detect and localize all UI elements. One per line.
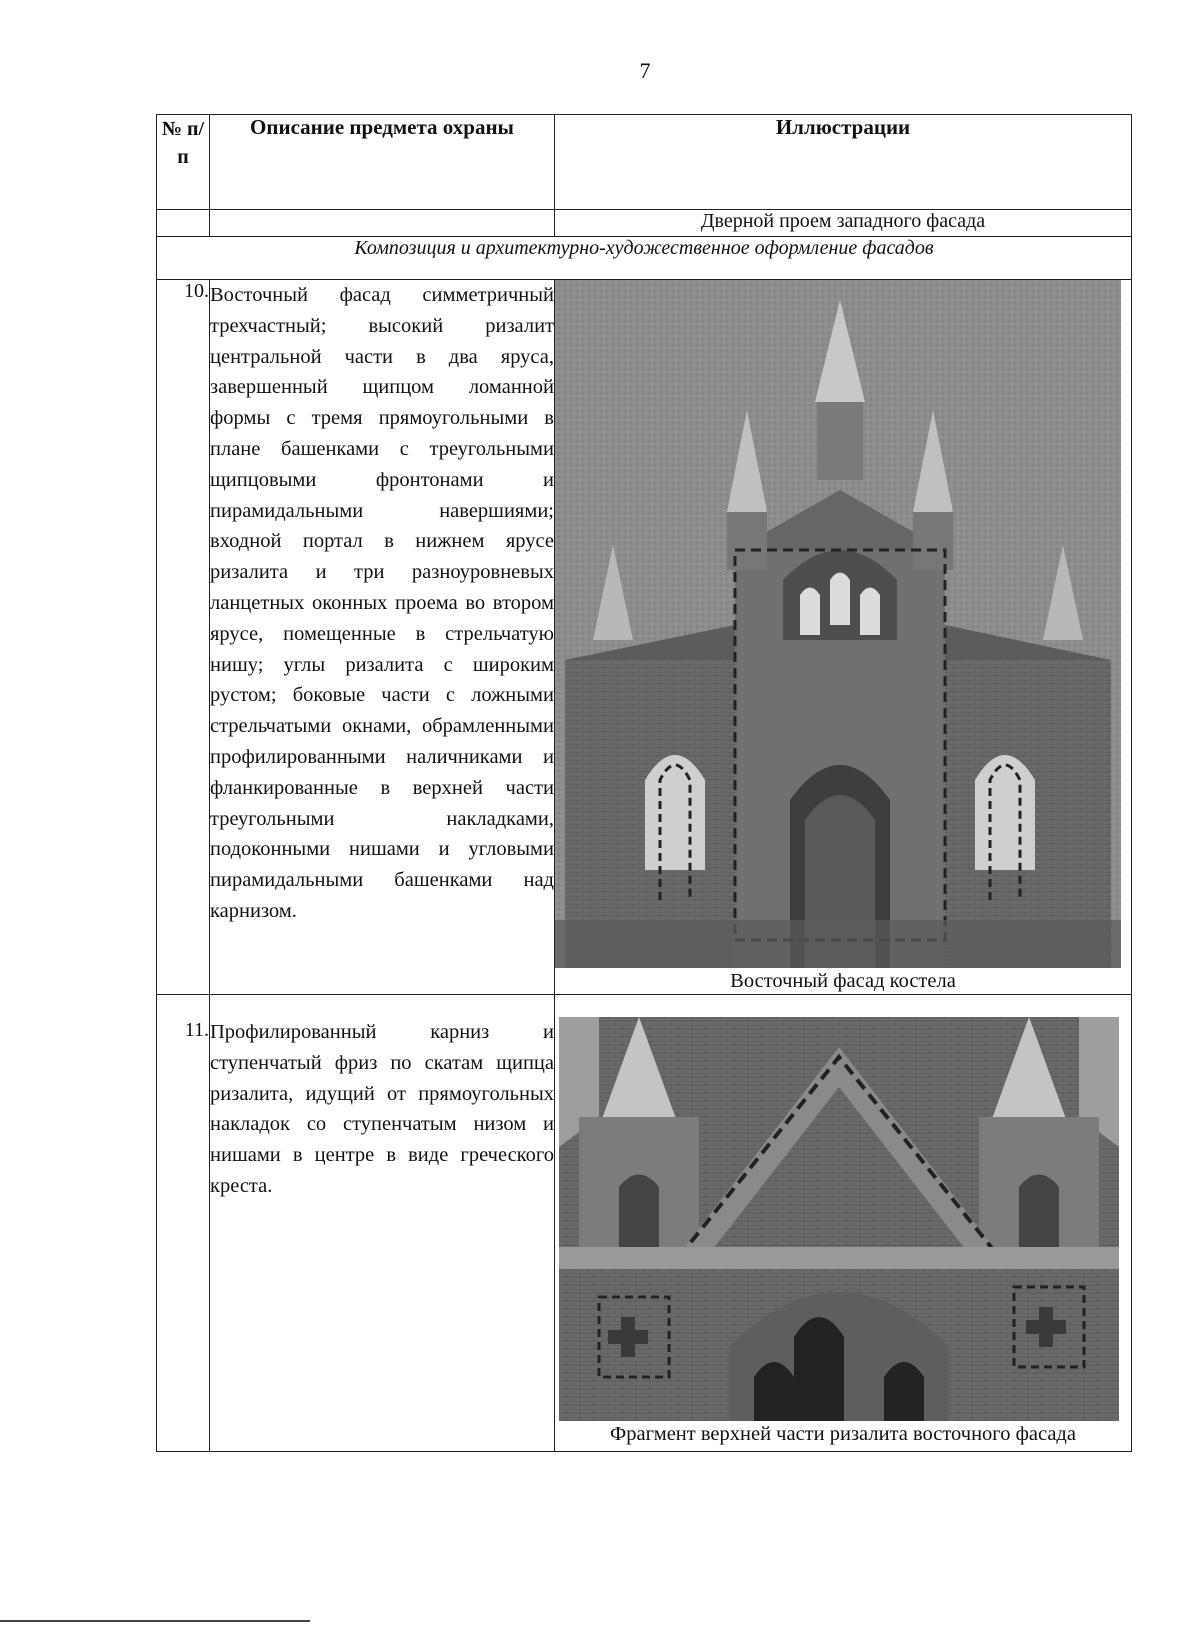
empty-cell [157,210,210,237]
table-row [157,280,1132,995]
east-facade-photo [555,280,1121,968]
table-header-row [157,115,1132,210]
church-facade-image [555,280,1121,968]
risalit-fragment-image [559,1017,1119,1421]
page-number: 7 [639,58,651,83]
table-row [157,995,1132,1452]
photo-caption: Фрагмент верхней части ризалита восточного фасада [610,1423,1076,1445]
row-description: Восточный фасад симметричный трехчастный; высокий ризалит центральной части в два яруса, завершенный щипцом ломанной формы с тремя прямоугольными в плане башенками с треугольными щипцовыми фронтонами и пирамидальными навершиями; входной портал в нижнем ярусе ризалита и три разноуровневых ланцетных оконных проема во втором ярусе, помещенные в стрельчатую нишу; углы ризалита с широким рустом; боковые части с ложными стрельчатыми окнами, обрамленными профилированными наличниками и фланкированные в верхней части треугольными накладками, подоконными нишами и угловыми пирамидальными башенками над карнизом. [210,280,555,995]
photo-caption: Восточный фасад костела [730,970,956,992]
section-title: Композиция и архитектурно-художественное оформление фасадов [157,237,1132,280]
bottom-rule [0,1620,310,1622]
row-number: 10. [157,280,210,995]
header-description: Описание предмета охраны [210,115,555,210]
header-illustrations: Иллюстрации [555,115,1132,210]
row-number: 11. [157,995,210,1452]
header-num-label: № п/ п [161,118,205,168]
protection-table [156,114,1132,1452]
empty-cell [210,210,555,237]
header-num [157,115,210,210]
prev-caption-row [157,210,1132,237]
row-description: Профилированный карниз и ступенчатый фриз по скатам щипца ризалита, идущий от прямоугольных накладок со ступенчатым низом и нишами в центре в виде греческого креста. [210,995,555,1452]
section-row [157,237,1132,280]
row-illustration [555,280,1132,995]
row-illustration [555,995,1132,1452]
risalit-fragment-photo [559,1017,1119,1421]
prev-photo-caption: Дверной проем западного фасада [555,210,1132,237]
